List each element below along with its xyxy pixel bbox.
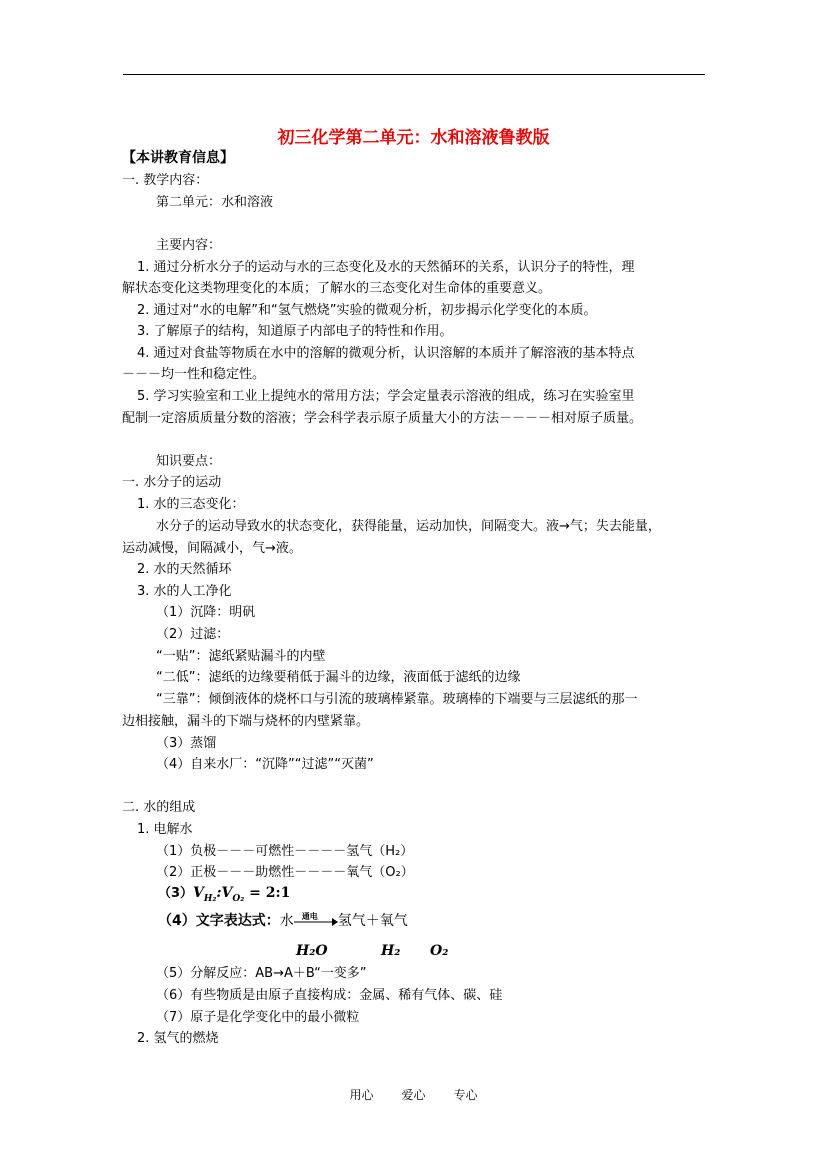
text-line: 第二单元：水和溶液 (156, 195, 274, 210)
equation-reactant: 水 (279, 913, 294, 929)
text-line: （5）分解反应：AB→A＋B“一变多” (156, 966, 367, 981)
page-footer (0, 1086, 827, 1103)
ratio-separator: : (216, 885, 222, 901)
o2-subscript: O₂ (232, 893, 245, 904)
text-line: 1. 水的三态变化： (137, 497, 245, 512)
text-line: “三靠”：倾倒液体的烧杯口与引流的玻璃棒紧靠。玻璃棒的下端要与三层滤纸的那一 (156, 692, 638, 707)
footer-item: 爱心 (401, 1088, 426, 1102)
reaction-condition: 通电 (301, 912, 318, 921)
text-line: （3）蒸馏 (156, 736, 217, 751)
text-line: 一. 教学内容： (122, 173, 209, 188)
text-line: 一. 水分子的运动 (122, 475, 222, 490)
text-line: －－－均一性和稳定性。 (122, 367, 266, 382)
header-rule (123, 74, 705, 75)
footer-item: 专心 (453, 1088, 478, 1102)
text-line: 二. 水的组成 (122, 800, 196, 815)
text-line: 5. 学习实验室和工业上提纯水的常用方法；学会定量表示溶液的组成，练习在实验室里 (137, 389, 635, 404)
text-line: 2. 水的天然循环 (137, 562, 232, 577)
footer-item: 用心 (349, 1088, 374, 1102)
ratio-label: （3） (158, 886, 194, 901)
volume-symbol: V (221, 885, 233, 901)
text-line: “二低”：滤纸的边缘要稍低于漏斗的边缘，液面低于滤纸的边缘 (156, 670, 521, 685)
page-title: 初三化学第二单元：水和溶液鲁教版 (277, 128, 550, 148)
text-line: 1. 通过分析水分子的运动与水的三态变化及水的天然循环的关系，认识分子的特性，理 (137, 260, 635, 275)
text-line: 2. 通过对“水的电解”和“氢气燃烧”实验的微观分析，初步揭示化学变化的本质。 (137, 303, 597, 318)
text-line: 水分子的运动导致水的状态变化，获得能量，运动加快，间隔变大。液→气；失去能量， (156, 519, 661, 534)
text-line: 主要内容： (156, 238, 222, 253)
ratio-value: = 2:1 (249, 885, 291, 901)
text-line: 4. 通过对食盐等物质在水中的溶解的微观分析，认识溶解的本质并了解溶液的基本特点 (137, 346, 635, 361)
text-line: （7）原子是化学变化中的最小微粒 (156, 1010, 360, 1025)
text-line: 解状态变化这类物理变化的本质；了解水的三态变化对生命体的重要意义。 (122, 281, 552, 296)
arrow-icon (294, 916, 338, 930)
text-line: “一贴”：滤纸紧贴漏斗的内壁 (156, 649, 326, 664)
text-line: 3. 了解原子的结构，知道原子内部电子的特性和作用。 (137, 324, 453, 339)
formula-o2: O₂ (430, 943, 449, 959)
text-line: 2. 氢气的燃烧 (137, 1031, 219, 1046)
text-line: 1. 电解水 (137, 822, 193, 837)
text-line: （6）有些物质是由原子直接构成：金属、稀有气体、碳、硅 (156, 988, 503, 1003)
reaction-arrow (294, 914, 338, 928)
volume-symbol: V (193, 885, 204, 901)
text-line: 边相接触，漏斗的下端与烧杯的内壁紧靠。 (122, 714, 370, 729)
text-line: 运动减慢，间隔减小，气→液。 (122, 541, 302, 556)
equation-products: 氢气＋氧气 (337, 913, 408, 929)
text-line: 3. 水的人工净化 (137, 584, 232, 599)
text-line: （1）沉降：明矾 (156, 605, 256, 620)
text-line: （1）负极－－－可燃性－－－－氢气（H₂） (156, 844, 414, 859)
text-line: （4）自来水厂：“沉降”“过滤”“灭菌” (156, 757, 374, 772)
text-line: （2）正极－－－助燃性－－－－氧气（O₂） (156, 865, 414, 880)
text-line: （2）过滤： (156, 627, 230, 642)
section-heading: 【本讲教育信息】 (122, 150, 234, 166)
text-line: 配制一定溶质质量分数的溶液；学会科学表示原子质量大小的方法－－－－相对原子质量。 (122, 411, 643, 426)
equation-label: （4）文字表达式： (158, 913, 280, 929)
formula-h2: H₂ (381, 943, 401, 959)
text-line: 知识要点： (156, 454, 222, 469)
formula-h2o: H₂O (296, 943, 328, 959)
h2-subscript: H₂ (203, 893, 217, 904)
word-equation (158, 912, 408, 934)
volume-ratio-formula (158, 884, 290, 906)
